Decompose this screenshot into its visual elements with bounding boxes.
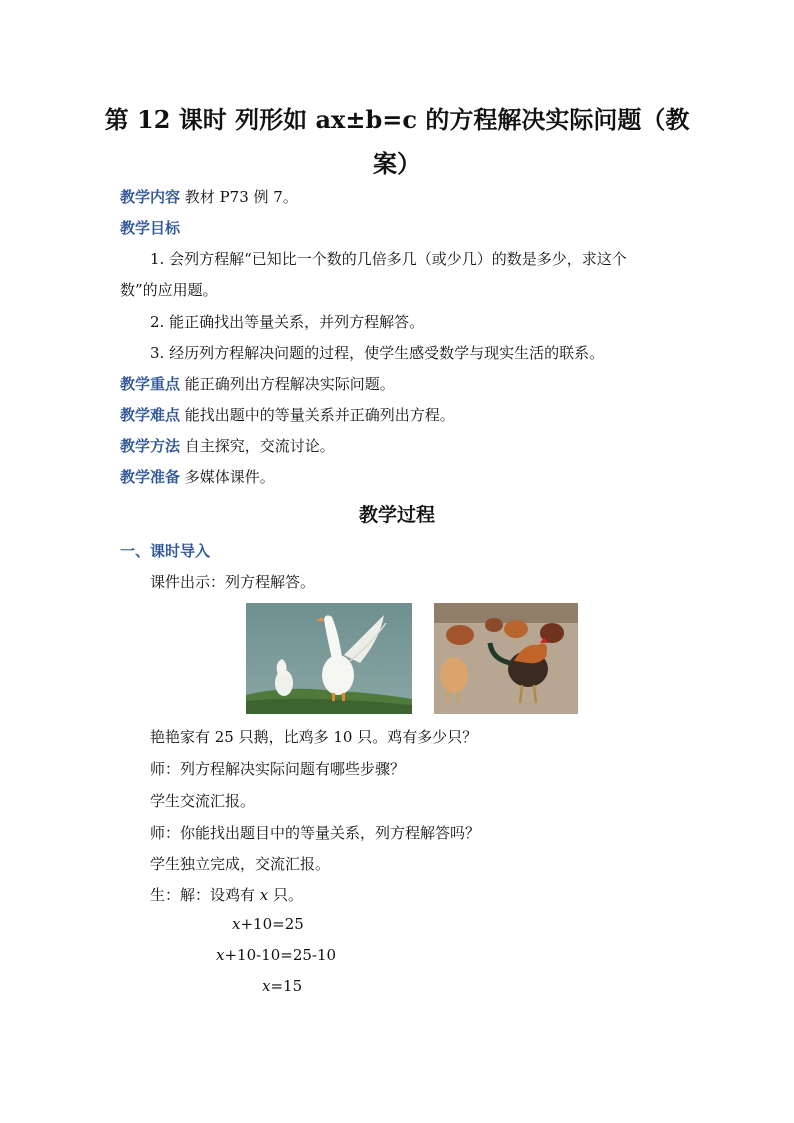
- equation-3: [262, 977, 302, 995]
- content-label: 教学内容: [120, 188, 181, 206]
- paragraph-7-text-a: 生：解：设鸡有: [150, 886, 260, 904]
- goose-photo: [246, 603, 412, 714]
- goal-label-row: [120, 217, 180, 238]
- section-heading: 教学过程: [358, 504, 435, 526]
- goal-2: 2. 能正确找出等量关系，并列方程解答。: [150, 313, 425, 331]
- goal-1-line-a: 1. 会列方程解“已知比一个数的几倍多几（或少几）的数是多少，求这个: [150, 250, 627, 268]
- chicken-photo: [434, 603, 578, 714]
- equation-3-text: =15: [270, 977, 303, 995]
- equation-1-text: +10=25: [240, 915, 304, 933]
- page-title-line1: 第 12 课时 列形如 ax±b=c 的方程解决实际问题（教: [104, 105, 690, 134]
- equation-2: [216, 946, 336, 964]
- paragraph-3: 师：列方程解决实际问题有哪些步骤？: [150, 760, 406, 778]
- key-label: 教学重点: [120, 375, 181, 393]
- paragraph-4: 学生交流汇报。: [150, 792, 256, 810]
- method-row: [120, 435, 335, 456]
- content-text: 教材 P73 例 7。: [184, 188, 298, 206]
- prep-label: 教学准备: [120, 468, 181, 486]
- paragraph-7-variable: x: [259, 886, 269, 904]
- page-title-line2: 案）: [373, 149, 421, 178]
- paragraph-2: 艳艳家有 25 只鹅，比鸡多 10 只。鸡有多少只？: [150, 728, 478, 746]
- goal-3: 3. 经历列方程解决问题的过程，使学生感受数学与现实生活的联系。: [150, 344, 605, 362]
- paragraph-1: 课件出示：列方程解答。: [150, 573, 316, 591]
- difficulty-label: 教学难点: [120, 406, 181, 424]
- key-text: 能正确列出方程解决实际问题。: [184, 375, 395, 393]
- paragraph-6: 学生独立完成，交流汇报。: [150, 855, 331, 873]
- equation-2-text: +10-10=25-10: [224, 946, 337, 964]
- equation-2-variable: x: [216, 946, 225, 964]
- goal-label: 教学目标: [120, 219, 181, 237]
- difficulty-text: 能找出题中的等量关系并正确列出方程。: [184, 406, 455, 424]
- section-1-title: [120, 540, 210, 561]
- paragraph-7: [150, 884, 303, 905]
- key-row: [120, 373, 395, 394]
- equation-1: [232, 915, 304, 933]
- content-row: [120, 186, 298, 207]
- section-1-label: 一、课时导入: [120, 542, 211, 560]
- prep-text: 多媒体课件。: [184, 468, 275, 486]
- method-text: 自主探究，交流讨论。: [184, 437, 335, 455]
- method-label: 教学方法: [120, 437, 181, 455]
- paragraph-5: 师：你能找出题目中的等量关系，列方程解答吗？: [150, 824, 481, 842]
- paragraph-7-text-b: 只。: [268, 886, 304, 904]
- equation-1-variable: x: [232, 915, 241, 933]
- prep-row: [120, 466, 275, 487]
- difficulty-row: [120, 404, 455, 425]
- equation-3-variable: x: [262, 977, 271, 995]
- goal-1-line-b: 数”的应用题。: [120, 281, 218, 299]
